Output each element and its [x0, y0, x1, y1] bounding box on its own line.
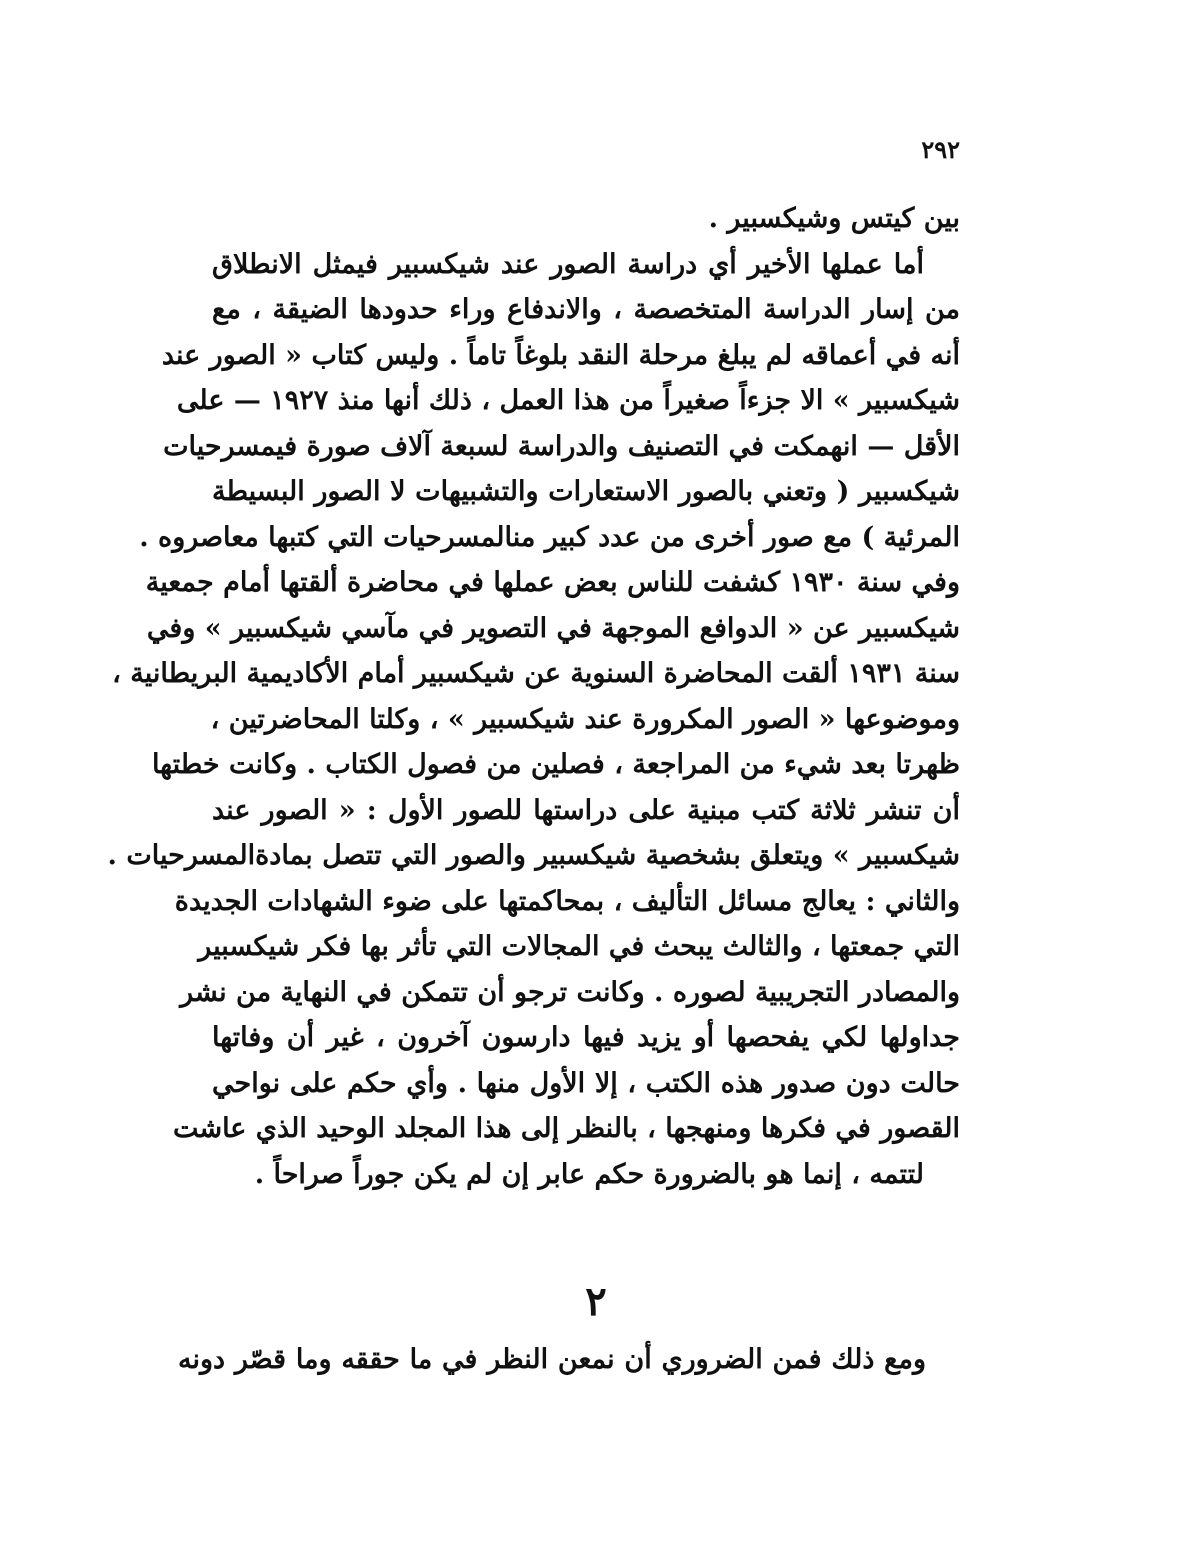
text-line: سنة ١٩٣١ ألقت المحاضرة السنوية عن شيكسبير أمام الأكاديمية البريطانية ،	[112, 658, 960, 689]
text-line: وموضوعها « الصور المكرورة عند شيكسبير » ، وكلتا المحاضرتين ،	[210, 703, 960, 735]
text-line: شيكسبير عن « الدوافع الموجهة في التصوير في مآسي شيكسبير » وفي	[146, 612, 960, 644]
text-line: حالت دون صدور هذه الكتب ، إلا الأول منها . وأي حكم على نواحي	[212, 1067, 960, 1099]
text-line: شيكسبير » ويتعلق بشخصية شيكسبير والصور التي تتصل بمادةالمسرحيات .	[107, 840, 960, 871]
text-line: من إسار الدراسة المتخصصة ، والاندفاع وراء حدودها الضيقة ، مع	[212, 294, 960, 325]
text-line: ظهرتا بعد شيء من المراجعة ، فصلين من فصول الكتاب . وكانت خطتها	[151, 749, 960, 780]
text-line: شيكسبير » الا جزءاً صغيراً من هذا العمل ، ذلك أنها منذ ١٩٢٧ — على	[176, 385, 960, 416]
text-line: والمصادر التجريبية لصوره . وكانت ترجو أن تتمكن في النهاية من نشر	[180, 976, 960, 1008]
text-line: ومع ذلك فمن الضروري أن نمعن النظر في ما حققه وما قصّر دونه	[178, 1344, 926, 1375]
text-line: الأقل — انهمكت في التصنيف والدراسة لسبعة آلاف صورة فيمسرحيات	[163, 430, 960, 462]
trailing-text	[178, 1337, 926, 1383]
text-line: أن تنشر ثلاثة كتب مبنية على دراستها للصور الأول : « الصور عند	[212, 794, 960, 826]
text-line: أنه في أعماقه لم يبلغ مرحلة النقد بلوغاً تاماً . وليس كتاب « الصور عند	[161, 339, 960, 371]
text-line: القصور في فكرها ومنهجها ، بالنظر إلى هذا المجلد الوحيد الذي عاشت	[172, 1113, 960, 1144]
text-line: وفي سنة ١٩٣٠ كشفت للناس بعض عملها في محاضرة ألقتها أمام جمعية	[145, 567, 960, 598]
text-line: أما عملها الأخير أي دراسة الصور عند شيكسبير فيمثل الانطلاق	[212, 248, 924, 280]
section-number: ٢	[585, 1278, 607, 1325]
body-text	[107, 196, 960, 1197]
text-line: بين كيتس وشيكسبير .	[708, 203, 960, 234]
text-line: والثاني : يعالج مسائل التأليف ، بمحاكمتها على ضوء الشهادات الجديدة	[174, 885, 960, 917]
text-line: لتتمه ، إنما هو بالضرورة حكم عابر إن لم يكن جوراً صراحاً .	[254, 1158, 924, 1190]
text-line: شيكسبير ( وتعني بالصور الاستعارات والتشبيهات لا الصور البسيطة	[212, 476, 960, 507]
text-line: جداولها لكي يفحصها أو يزيد فيها دارسون آخرون ، غير أن وفاتها	[212, 1022, 960, 1053]
page-number: ٢٩٢	[921, 135, 960, 164]
text-line: المرئية ) مع صور أخرى من عدد كبير منالمسرحيات التي كتبها معاصروه .	[139, 521, 960, 553]
text-line: التي جمعتها ، والثالث يبحث في المجالات التي تأثر بها فكر شيكسبير	[198, 931, 960, 962]
